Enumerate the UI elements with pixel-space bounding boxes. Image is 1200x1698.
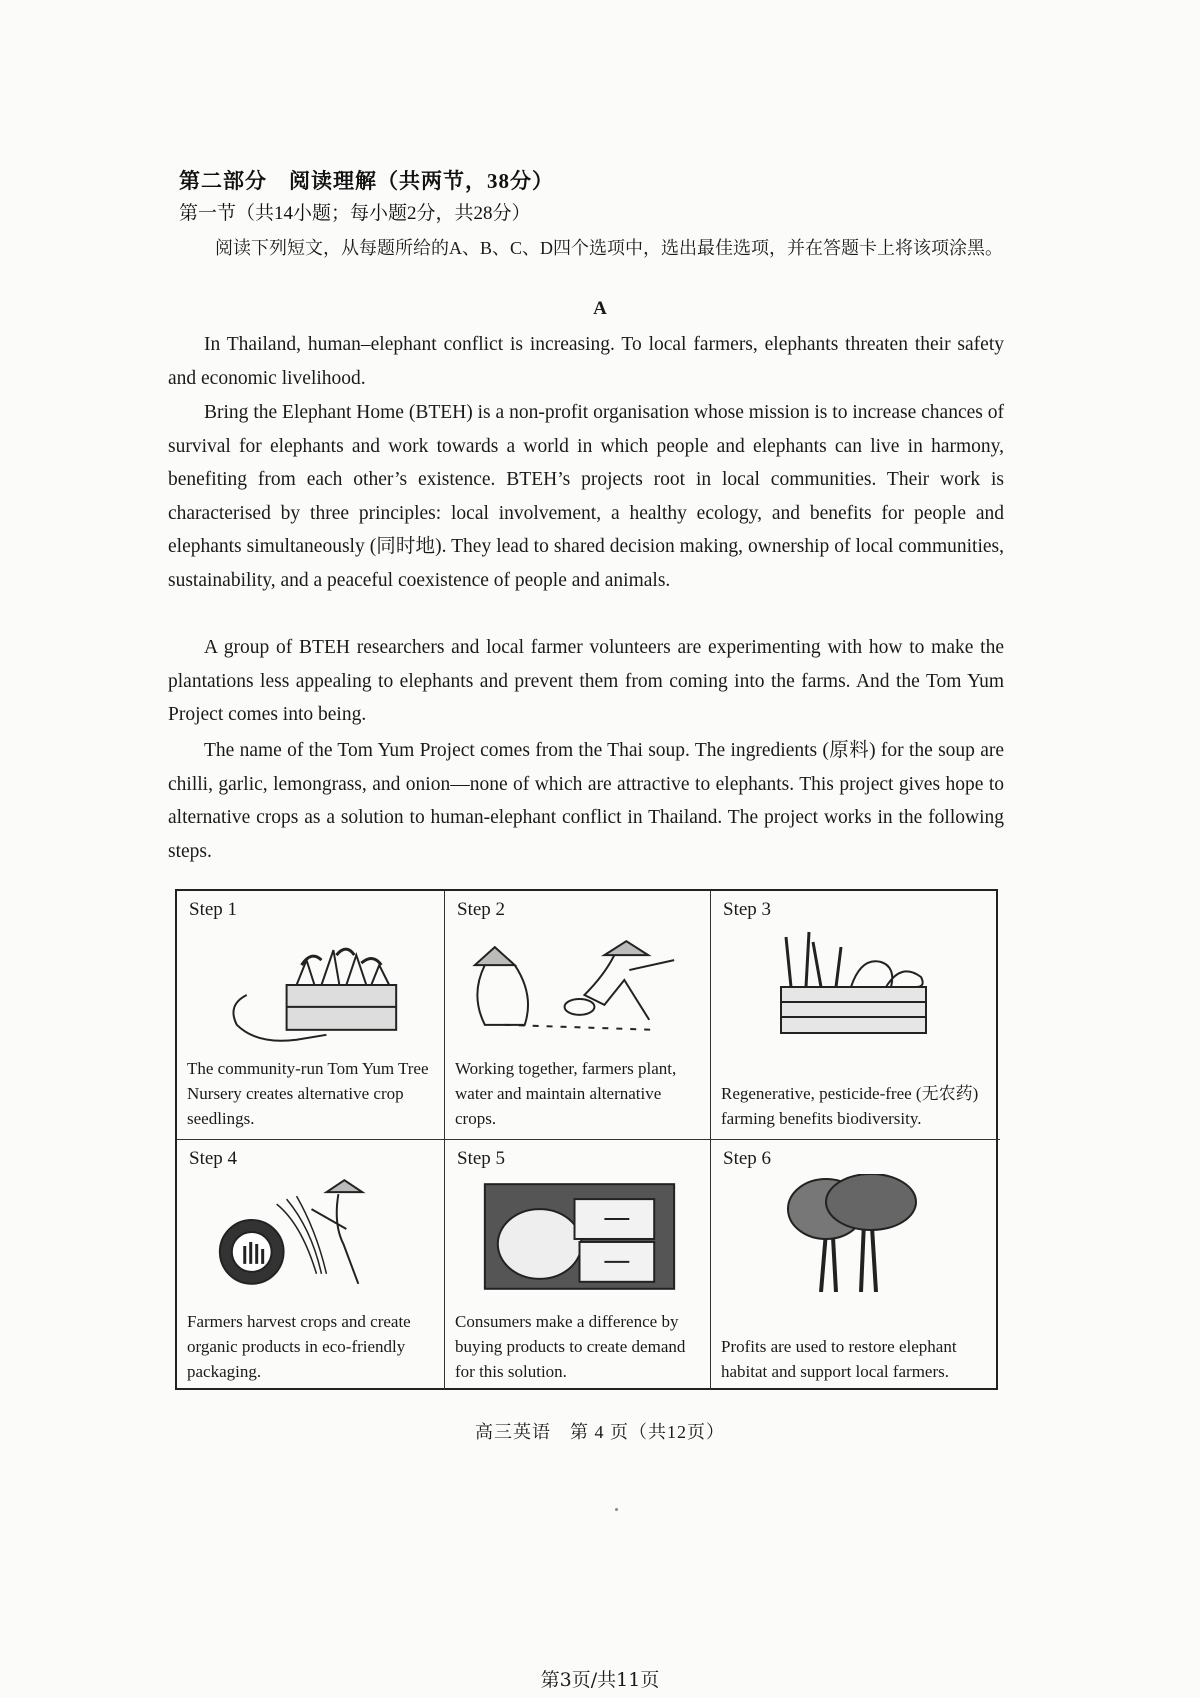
step-text: Profits are used to restore elephant habitat and support local farmers. [721,1337,957,1381]
step-cell-1 [177,891,445,1140]
page-footer-outer: 第3页/共11页 [540,1669,660,1691]
step-cell-2 [445,891,711,1140]
product-boxes-icon [445,1174,710,1292]
step-label: Step 4 [189,1148,238,1169]
passage-letter: A [593,298,607,319]
steps-table [175,889,998,1390]
paragraph-2: Bring the Elephant Home (BTEH) is a non-profit organisation whose mission is to increase chances of survival for elephants and work towards a world in which people and elephants can live in harmony, benefiting from each other’s existence. BTEH’s projects root in local communities. Their work is characterised by three principles: local involvement, a healthy ecology, and benefits for people and elephants simultaneously (同时地). They lead to shared decision making, ownership of local communities, sustainability, and a peaceful coexistence of people and animals. [168,402,1004,591]
step-label: Step 6 [723,1148,772,1169]
instructions: 阅读下列短文，从每题所给的A、B、C、D四个选项中，选出最佳选项，并在答题卡上将该项涂黑。 [215,238,1004,258]
farmer-harvest-icon [177,1174,444,1292]
sub-section-title: 第一节（共14小题；每小题2分，共28分） [179,203,531,224]
step-label: Step 5 [457,1148,506,1169]
step-text: Farmers harvest crops and create organic products in eco-friendly packaging. [187,1312,411,1381]
step-cell-5 [445,1140,711,1390]
step-label: Step 3 [723,899,772,920]
seedling-tray-icon [177,925,444,1043]
paragraph-1: In Thailand, human–elephant conflict is increasing. To local farmers, elephants threaten their safety and economic livelihood. [168,334,1004,389]
step-cell-6 [711,1140,1000,1390]
step-text: Working together, farmers plant, water and maintain alternative crops. [455,1059,677,1128]
step-text: The community-run Tom Yum Tree Nursery creates alternative crop seedlings. [187,1059,429,1128]
step-text: Consumers make a difference by buying products to create demand for this solution. [455,1312,686,1381]
step-text: Regenerative, pesticide-free (无农药) farming benefits biodiversity. [721,1084,979,1128]
step-label: Step 2 [457,899,506,920]
page-footer-inner: 高三英语 第 4 页（共12页） [475,1422,725,1442]
paragraph-4: The name of the Tom Yum Project comes from the Thai soup. The ingredients (原料) for the soup are chilli, garlic, lemongrass, and onion—none of which are attractive to elephants. This project gives hope to alternative crops as a solution to human-elephant conflict in Thailand. The project works in the following steps. [168,740,1004,862]
step-cell-3 [711,891,1000,1140]
farmers-planting-icon [445,925,710,1043]
step-label: Step 1 [189,899,238,920]
paragraph-3: A group of BTEH researchers and local farmer volunteers are experimenting with how to make the plantations less appealing to elephants and prevent them from coming into the farms. And the Tom Yum Project comes into being. [168,637,1004,726]
vegetable-crate-icon [711,925,1000,1043]
step-cell-4 [177,1140,445,1390]
trees-icon [711,1174,1000,1292]
speck-mark [615,1508,618,1511]
section-title: 第二部分 阅读理解（共两节，38分） [179,169,554,193]
